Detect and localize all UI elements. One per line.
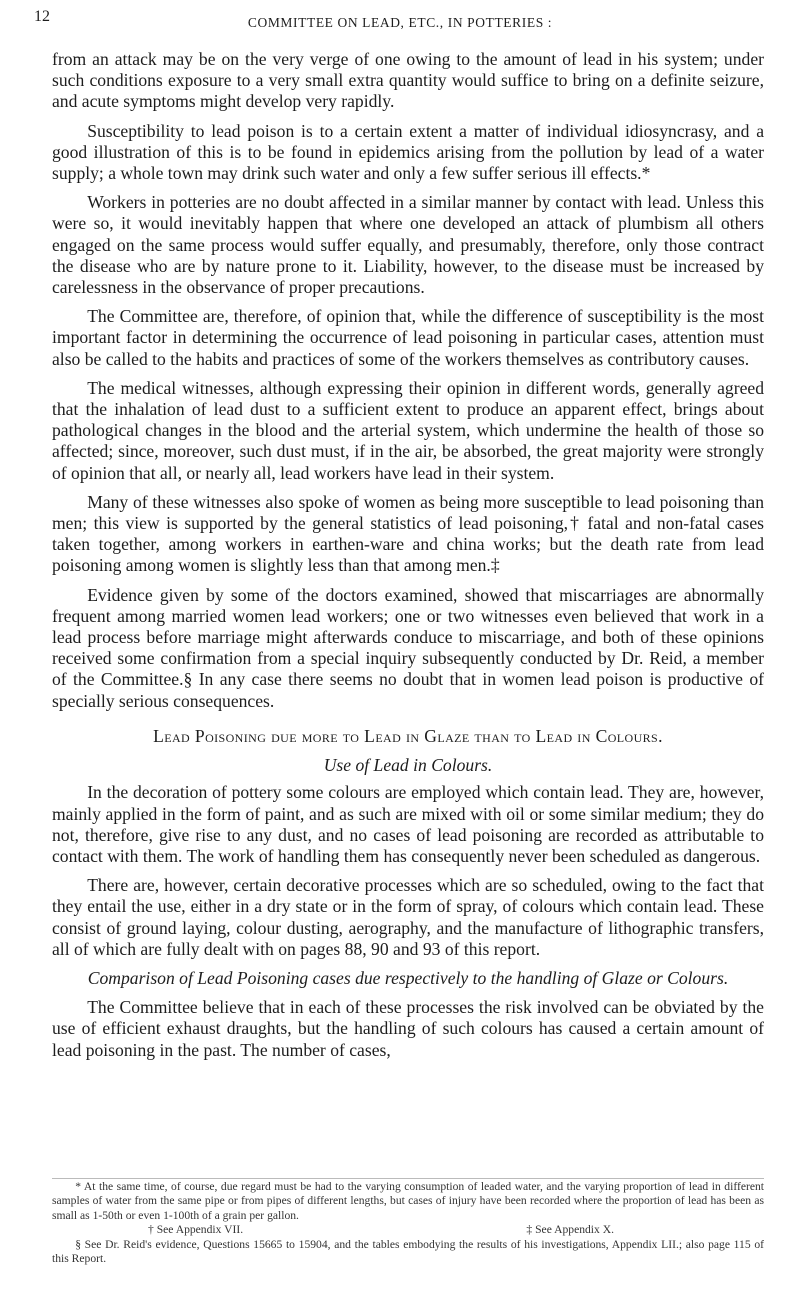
paragraph: from an attack may be on the very verge of one owing to the amount of lead in his system; under such conditions exposure to a very small extra quantity would suffice to bring on a definite seizure, and acute symptoms might develop very rapidly. [52,49,764,112]
subheading-comparison: Comparison of Lead Poisoning cases due respectively to the handling of Glaze or Colours. [87,967,729,988]
footnote-section: § See Dr. Reid's evidence, Questions 15665 to 15904, and the tables embodying the results of his investigations, Appendix LII.; also page 115 of this Report. [52,1237,764,1266]
paragraph: Susceptibility to lead poison is to a certain extent a matter of individual idiosyncrasy, and a good illustration of this is to be found in epidemics arising from the pollution by lead of a water supply; a whole town may drink such water and only a few suffer serious ill effects.* [52,120,764,184]
paragraph: The Committee are, therefore, of opinion that, while the difference of susceptibility is the most important factor in determining the occurrence of lead poisoning in particular cases, attention must also be called to the habits and practices of some of the workers themselves as contributory causes. [52,306,764,369]
footnote-pair [52,1223,764,1237]
footnote-double-dagger: ‡ See Appendix X. [526,1223,614,1237]
section-heading: Lead Poisoning due more to Lead in Glaze than to Lead in Colours. [153,725,663,746]
paragraph: The Committee believe that in each of these processes the risk involved can be obviated by the use of efficient exhaust draughts, but the handling of such colours has caused a certain amount of lead poisoning in the past. The number of cases, [52,997,764,1060]
paragraph: In the decoration of pottery some colours are employed which contain lead. They are, however, mainly applied in the form of paint, and as such are mixed with oil or some similar medium; they do not, therefore, give rise to any dust, and no cases of lead poisoning are recorded as attributable to contact with them. The work of handling them has consequently never been scheduled as dangerous. [52,782,764,866]
page-number: 12 [34,8,50,25]
footnote-rule [52,1178,764,1179]
paragraph: Many of these witnesses also spoke of women as being more susceptible to lead poisoning than men; this view is supported by the general statistics of lead poisoning,† fatal and non-fatal cases taken together, among workers in earthen-ware and china works; but the death rate from lead poisoning among women is slightly less than that among men.‡ [52,491,764,576]
paragraph: The medical witnesses, although expressing their opinion in different words, generally agreed that the inhalation of lead dust to a sufficient extent to produce an apparent effect, brings about pathological changes in the blood and the arterial system, which undermine the health of those so affected; since, moreover, such dust must, if in the air, be absorbed, the great majority were strongly of opinion that all, or nearly all, lead workers have lead in their system. [52,377,764,483]
footnote-star: * At the same time, of course, due regard must be had to the varying consumption of leaded water, and the varying proportion of lead in different samples of water from the same pipe or from pipes of different lengths, but cases of injury have been recorded where the proportion of lead has been as small as 1-50th or even 1-100th of a grain per gallon. [52,1180,764,1222]
subheading-colours: Use of Lead in Colours. [323,755,493,776]
footnotes [52,1180,764,1266]
paragraph: There are, however, certain decorative processes which are so scheduled, owing to the fact that they entail the use, either in a dry state or in the form of spray, of colours which contain lead. These consist of ground laying, colour dusting, aerography, and the manufacture of lithographic transfers, all of which are fully dealt with on pages 88, 90 and 93 of this report. [52,875,764,959]
footnote-dagger: † See Appendix VII. [148,1223,244,1237]
paragraph: Workers in potteries are no doubt affected in a similar manner by contact with lead. Unless this were so, it would inevitably happen that where one developed an attack of plumbism all others engaged on the same process would suffer equally, and presumably, therefore, only those contract the disease who are by nature prone to it. Liability, however, to the disease must be increased by carelessness in the observance of proper precautions. [52,192,764,298]
paragraph: Evidence given by some of the doctors examined, showed that miscarriages are abnormally frequent among married women lead workers; one or two witnesses even believed that work in a lead process before marriage might afterwards conduce to miscarriage, and both of these opinions received some confirmation from a special inquiry subsequently conducted by Dr. Reid, a member of the Committee.§ In any case there seems no doubt that in women lead poison is productive of specially serious consequences. [52,584,764,711]
running-head: COMMITTEE ON LEAD, ETC., IN POTTERIES : [247,15,553,30]
body-text [52,49,764,1069]
